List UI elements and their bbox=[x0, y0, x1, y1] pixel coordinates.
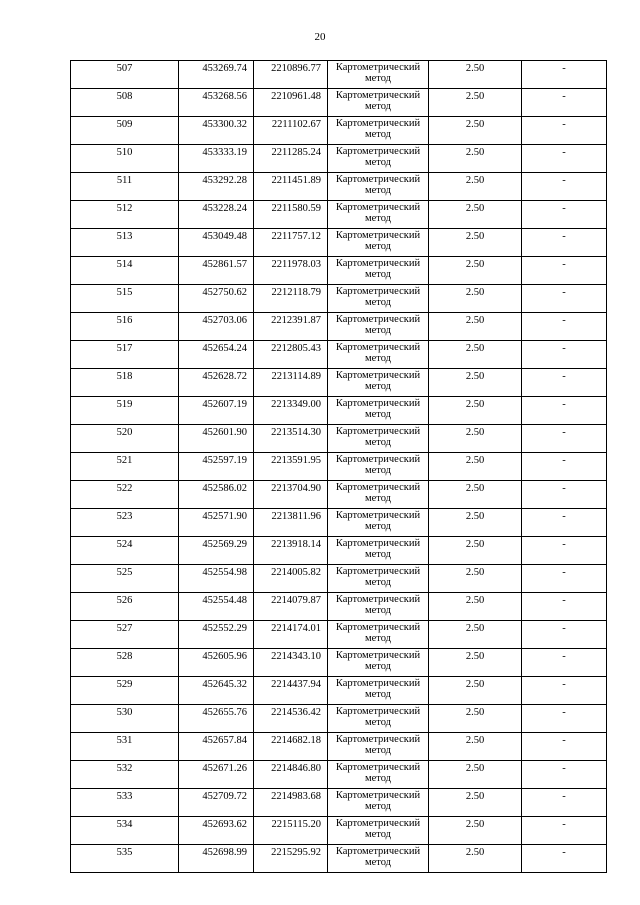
x-coordinate-cell: 453300.32 bbox=[179, 117, 254, 145]
method-line-2: метод bbox=[364, 829, 392, 840]
table-row bbox=[71, 341, 607, 369]
accuracy-cell: 2.50 bbox=[429, 621, 522, 649]
point-number-cell: 525 bbox=[71, 565, 179, 593]
method-cell bbox=[328, 369, 429, 397]
method-line-2: метод bbox=[364, 185, 392, 196]
x-coordinate-cell: 452655.76 bbox=[179, 705, 254, 733]
x-coordinate-cell: 452605.96 bbox=[179, 649, 254, 677]
method-cell bbox=[328, 845, 429, 873]
x-coordinate-cell: 453049.48 bbox=[179, 229, 254, 257]
point-number-cell: 535 bbox=[71, 845, 179, 873]
method-line-2: метод bbox=[364, 213, 392, 224]
method-cell bbox=[328, 649, 429, 677]
x-coordinate-cell: 452586.02 bbox=[179, 481, 254, 509]
method-cell bbox=[328, 705, 429, 733]
extra-cell: - bbox=[522, 397, 607, 425]
point-number-cell: 531 bbox=[71, 733, 179, 761]
coordinates-table-body bbox=[71, 61, 607, 873]
method-cell bbox=[328, 677, 429, 705]
method-line-1: Картометрический bbox=[335, 118, 421, 129]
accuracy-cell: 2.50 bbox=[429, 481, 522, 509]
method-line-1: Картометрический bbox=[335, 174, 421, 185]
point-number-cell: 533 bbox=[71, 789, 179, 817]
table-row bbox=[71, 89, 607, 117]
x-coordinate-cell: 452693.62 bbox=[179, 817, 254, 845]
x-coordinate-cell: 452597.19 bbox=[179, 453, 254, 481]
method-line-2: метод bbox=[364, 101, 392, 112]
table-row bbox=[71, 61, 607, 89]
method-line-1: Картометрический bbox=[335, 202, 421, 213]
method-cell bbox=[328, 61, 429, 89]
extra-cell: - bbox=[522, 705, 607, 733]
x-coordinate-cell: 453268.56 bbox=[179, 89, 254, 117]
point-number-cell: 523 bbox=[71, 509, 179, 537]
table-row bbox=[71, 285, 607, 313]
method-line-1: Картометрический bbox=[335, 342, 421, 353]
method-line-1: Картометрический bbox=[335, 146, 421, 157]
point-number-cell: 524 bbox=[71, 537, 179, 565]
x-coordinate-cell: 452698.99 bbox=[179, 845, 254, 873]
method-line-2: метод bbox=[364, 437, 392, 448]
method-line-2: метод bbox=[364, 577, 392, 588]
method-cell bbox=[328, 789, 429, 817]
accuracy-cell: 2.50 bbox=[429, 761, 522, 789]
method-line-2: метод bbox=[364, 157, 392, 168]
extra-cell: - bbox=[522, 789, 607, 817]
extra-cell: - bbox=[522, 61, 607, 89]
accuracy-cell: 2.50 bbox=[429, 285, 522, 313]
table-row bbox=[71, 565, 607, 593]
method-line-2: метод bbox=[364, 297, 392, 308]
method-cell bbox=[328, 341, 429, 369]
method-cell bbox=[328, 229, 429, 257]
extra-cell: - bbox=[522, 845, 607, 873]
point-number-cell: 512 bbox=[71, 201, 179, 229]
table-row bbox=[71, 649, 607, 677]
x-coordinate-cell: 452554.48 bbox=[179, 593, 254, 621]
method-line-2: метод bbox=[364, 633, 392, 644]
accuracy-cell: 2.50 bbox=[429, 593, 522, 621]
table-row bbox=[71, 397, 607, 425]
extra-cell: - bbox=[522, 593, 607, 621]
method-cell bbox=[328, 509, 429, 537]
table-row bbox=[71, 621, 607, 649]
x-coordinate-cell: 452607.19 bbox=[179, 397, 254, 425]
extra-cell: - bbox=[522, 509, 607, 537]
y-coordinate-cell: 2211451.89 bbox=[254, 173, 328, 201]
point-number-cell: 522 bbox=[71, 481, 179, 509]
extra-cell: - bbox=[522, 89, 607, 117]
method-line-1: Картометрический bbox=[335, 454, 421, 465]
accuracy-cell: 2.50 bbox=[429, 369, 522, 397]
accuracy-cell: 2.50 bbox=[429, 145, 522, 173]
point-number-cell: 509 bbox=[71, 117, 179, 145]
point-number-cell: 521 bbox=[71, 453, 179, 481]
point-number-cell: 508 bbox=[71, 89, 179, 117]
y-coordinate-cell: 2214437.94 bbox=[254, 677, 328, 705]
method-line-1: Картометрический bbox=[335, 650, 421, 661]
method-cell bbox=[328, 313, 429, 341]
accuracy-cell: 2.50 bbox=[429, 61, 522, 89]
y-coordinate-cell: 2213704.90 bbox=[254, 481, 328, 509]
x-coordinate-cell: 452750.62 bbox=[179, 285, 254, 313]
method-cell bbox=[328, 397, 429, 425]
point-number-cell: 511 bbox=[71, 173, 179, 201]
accuracy-cell: 2.50 bbox=[429, 313, 522, 341]
method-line-2: метод bbox=[364, 409, 392, 420]
point-number-cell: 519 bbox=[71, 397, 179, 425]
accuracy-cell: 2.50 bbox=[429, 705, 522, 733]
method-line-1: Картометрический bbox=[335, 706, 421, 717]
x-coordinate-cell: 452654.24 bbox=[179, 341, 254, 369]
extra-cell: - bbox=[522, 537, 607, 565]
y-coordinate-cell: 2214174.01 bbox=[254, 621, 328, 649]
accuracy-cell: 2.50 bbox=[429, 425, 522, 453]
method-line-2: метод bbox=[364, 605, 392, 616]
table-row bbox=[71, 705, 607, 733]
x-coordinate-cell: 453269.74 bbox=[179, 61, 254, 89]
table-row bbox=[71, 677, 607, 705]
method-cell bbox=[328, 761, 429, 789]
method-line-2: метод bbox=[364, 773, 392, 784]
method-line-2: метод bbox=[364, 661, 392, 672]
table-row bbox=[71, 481, 607, 509]
method-line-1: Картометрический bbox=[335, 62, 421, 73]
method-cell bbox=[328, 621, 429, 649]
method-cell bbox=[328, 89, 429, 117]
accuracy-cell: 2.50 bbox=[429, 173, 522, 201]
y-coordinate-cell: 2211580.59 bbox=[254, 201, 328, 229]
x-coordinate-cell: 452657.84 bbox=[179, 733, 254, 761]
table-row bbox=[71, 145, 607, 173]
point-number-cell: 513 bbox=[71, 229, 179, 257]
extra-cell: - bbox=[522, 285, 607, 313]
method-cell bbox=[328, 733, 429, 761]
y-coordinate-cell: 2214682.18 bbox=[254, 733, 328, 761]
x-coordinate-cell: 453292.28 bbox=[179, 173, 254, 201]
y-coordinate-cell: 2214079.87 bbox=[254, 593, 328, 621]
table-row bbox=[71, 509, 607, 537]
x-coordinate-cell: 453228.24 bbox=[179, 201, 254, 229]
extra-cell: - bbox=[522, 313, 607, 341]
method-line-1: Картометрический bbox=[335, 566, 421, 577]
method-line-1: Картометрический bbox=[335, 678, 421, 689]
accuracy-cell: 2.50 bbox=[429, 117, 522, 145]
extra-cell: - bbox=[522, 761, 607, 789]
method-line-1: Картометрический bbox=[335, 482, 421, 493]
y-coordinate-cell: 2214536.42 bbox=[254, 705, 328, 733]
table-row bbox=[71, 117, 607, 145]
method-line-2: метод bbox=[364, 717, 392, 728]
method-cell bbox=[328, 117, 429, 145]
accuracy-cell: 2.50 bbox=[429, 649, 522, 677]
method-line-2: метод bbox=[364, 521, 392, 532]
method-line-2: метод bbox=[364, 801, 392, 812]
method-line-1: Картометрический bbox=[335, 846, 421, 857]
accuracy-cell: 2.50 bbox=[429, 733, 522, 761]
method-cell bbox=[328, 425, 429, 453]
y-coordinate-cell: 2211285.24 bbox=[254, 145, 328, 173]
y-coordinate-cell: 2213514.30 bbox=[254, 425, 328, 453]
extra-cell: - bbox=[522, 565, 607, 593]
point-number-cell: 526 bbox=[71, 593, 179, 621]
point-number-cell: 507 bbox=[71, 61, 179, 89]
extra-cell: - bbox=[522, 649, 607, 677]
y-coordinate-cell: 2214846.80 bbox=[254, 761, 328, 789]
point-number-cell: 515 bbox=[71, 285, 179, 313]
y-coordinate-cell: 2213591.95 bbox=[254, 453, 328, 481]
x-coordinate-cell: 452569.29 bbox=[179, 537, 254, 565]
extra-cell: - bbox=[522, 453, 607, 481]
method-line-2: метод bbox=[364, 689, 392, 700]
x-coordinate-cell: 452861.57 bbox=[179, 257, 254, 285]
method-line-1: Картометрический bbox=[335, 90, 421, 101]
accuracy-cell: 2.50 bbox=[429, 537, 522, 565]
method-line-2: метод bbox=[364, 857, 392, 868]
point-number-cell: 530 bbox=[71, 705, 179, 733]
y-coordinate-cell: 2210896.77 bbox=[254, 61, 328, 89]
point-number-cell: 516 bbox=[71, 313, 179, 341]
accuracy-cell: 2.50 bbox=[429, 257, 522, 285]
method-cell bbox=[328, 537, 429, 565]
point-number-cell: 518 bbox=[71, 369, 179, 397]
method-line-1: Картометрический bbox=[335, 426, 421, 437]
method-line-1: Картометрический bbox=[335, 510, 421, 521]
accuracy-cell: 2.50 bbox=[429, 789, 522, 817]
method-cell bbox=[328, 285, 429, 313]
table-row bbox=[71, 425, 607, 453]
extra-cell: - bbox=[522, 425, 607, 453]
method-line-2: метод bbox=[364, 353, 392, 364]
method-cell bbox=[328, 817, 429, 845]
method-line-1: Картометрический bbox=[335, 398, 421, 409]
accuracy-cell: 2.50 bbox=[429, 89, 522, 117]
point-number-cell: 528 bbox=[71, 649, 179, 677]
method-line-2: метод bbox=[364, 269, 392, 280]
accuracy-cell: 2.50 bbox=[429, 817, 522, 845]
extra-cell: - bbox=[522, 257, 607, 285]
extra-cell: - bbox=[522, 481, 607, 509]
method-line-1: Картометрический bbox=[335, 818, 421, 829]
y-coordinate-cell: 2210961.48 bbox=[254, 89, 328, 117]
method-cell bbox=[328, 257, 429, 285]
accuracy-cell: 2.50 bbox=[429, 677, 522, 705]
y-coordinate-cell: 2215295.92 bbox=[254, 845, 328, 873]
accuracy-cell: 2.50 bbox=[429, 341, 522, 369]
method-line-1: Картометрический bbox=[335, 258, 421, 269]
y-coordinate-cell: 2212805.43 bbox=[254, 341, 328, 369]
method-line-1: Картометрический bbox=[335, 594, 421, 605]
y-coordinate-cell: 2211978.03 bbox=[254, 257, 328, 285]
accuracy-cell: 2.50 bbox=[429, 453, 522, 481]
x-coordinate-cell: 452571.90 bbox=[179, 509, 254, 537]
method-line-1: Картометрический bbox=[335, 622, 421, 633]
table-row bbox=[71, 201, 607, 229]
accuracy-cell: 2.50 bbox=[429, 845, 522, 873]
extra-cell: - bbox=[522, 817, 607, 845]
extra-cell: - bbox=[522, 733, 607, 761]
point-number-cell: 514 bbox=[71, 257, 179, 285]
y-coordinate-cell: 2214983.68 bbox=[254, 789, 328, 817]
point-number-cell: 520 bbox=[71, 425, 179, 453]
accuracy-cell: 2.50 bbox=[429, 397, 522, 425]
page-number: 20 bbox=[314, 31, 326, 43]
table-row bbox=[71, 817, 607, 845]
x-coordinate-cell: 452671.26 bbox=[179, 761, 254, 789]
point-number-cell: 527 bbox=[71, 621, 179, 649]
method-line-2: метод bbox=[364, 129, 392, 140]
y-coordinate-cell: 2213811.96 bbox=[254, 509, 328, 537]
y-coordinate-cell: 2215115.20 bbox=[254, 817, 328, 845]
extra-cell: - bbox=[522, 677, 607, 705]
y-coordinate-cell: 2212391.87 bbox=[254, 313, 328, 341]
method-line-2: метод bbox=[364, 493, 392, 504]
extra-cell: - bbox=[522, 173, 607, 201]
accuracy-cell: 2.50 bbox=[429, 229, 522, 257]
accuracy-cell: 2.50 bbox=[429, 565, 522, 593]
method-cell bbox=[328, 593, 429, 621]
x-coordinate-cell: 453333.19 bbox=[179, 145, 254, 173]
method-line-1: Картометрический bbox=[335, 286, 421, 297]
method-line-2: метод bbox=[364, 241, 392, 252]
point-number-cell: 534 bbox=[71, 817, 179, 845]
method-line-2: метод bbox=[364, 745, 392, 756]
point-number-cell: 510 bbox=[71, 145, 179, 173]
y-coordinate-cell: 2213114.89 bbox=[254, 369, 328, 397]
y-coordinate-cell: 2213349.00 bbox=[254, 397, 328, 425]
method-cell bbox=[328, 453, 429, 481]
method-line-1: Картометрический bbox=[335, 230, 421, 241]
table-row bbox=[71, 229, 607, 257]
extra-cell: - bbox=[522, 621, 607, 649]
x-coordinate-cell: 452628.72 bbox=[179, 369, 254, 397]
extra-cell: - bbox=[522, 117, 607, 145]
method-line-1: Картометрический bbox=[335, 734, 421, 745]
method-line-1: Картометрический bbox=[335, 314, 421, 325]
table-row bbox=[71, 257, 607, 285]
table-row bbox=[71, 369, 607, 397]
x-coordinate-cell: 452703.06 bbox=[179, 313, 254, 341]
extra-cell: - bbox=[522, 201, 607, 229]
x-coordinate-cell: 452554.98 bbox=[179, 565, 254, 593]
table-row bbox=[71, 537, 607, 565]
method-line-1: Картометрический bbox=[335, 762, 421, 773]
point-number-cell: 529 bbox=[71, 677, 179, 705]
accuracy-cell: 2.50 bbox=[429, 509, 522, 537]
table-row bbox=[71, 173, 607, 201]
method-cell bbox=[328, 173, 429, 201]
extra-cell: - bbox=[522, 341, 607, 369]
x-coordinate-cell: 452645.32 bbox=[179, 677, 254, 705]
method-line-1: Картометрический bbox=[335, 538, 421, 549]
point-number-cell: 532 bbox=[71, 761, 179, 789]
y-coordinate-cell: 2214343.10 bbox=[254, 649, 328, 677]
y-coordinate-cell: 2211102.67 bbox=[254, 117, 328, 145]
method-line-2: метод bbox=[364, 73, 392, 84]
extra-cell: - bbox=[522, 145, 607, 173]
x-coordinate-cell: 452601.90 bbox=[179, 425, 254, 453]
table-row bbox=[71, 453, 607, 481]
accuracy-cell: 2.50 bbox=[429, 201, 522, 229]
point-number-cell: 517 bbox=[71, 341, 179, 369]
table-row bbox=[71, 733, 607, 761]
method-line-1: Картометрический bbox=[335, 790, 421, 801]
method-line-2: метод bbox=[364, 325, 392, 336]
table-row bbox=[71, 845, 607, 873]
x-coordinate-cell: 452709.72 bbox=[179, 789, 254, 817]
y-coordinate-cell: 2213918.14 bbox=[254, 537, 328, 565]
table-row bbox=[71, 761, 607, 789]
extra-cell: - bbox=[522, 229, 607, 257]
table-row bbox=[71, 313, 607, 341]
y-coordinate-cell: 2214005.82 bbox=[254, 565, 328, 593]
method-line-2: метод bbox=[364, 549, 392, 560]
method-cell bbox=[328, 481, 429, 509]
method-cell bbox=[328, 565, 429, 593]
table-row bbox=[71, 593, 607, 621]
method-cell bbox=[328, 145, 429, 173]
coordinates-table bbox=[70, 60, 607, 873]
x-coordinate-cell: 452552.29 bbox=[179, 621, 254, 649]
y-coordinate-cell: 2211757.12 bbox=[254, 229, 328, 257]
extra-cell: - bbox=[522, 369, 607, 397]
method-cell bbox=[328, 201, 429, 229]
table-row bbox=[71, 789, 607, 817]
method-line-2: метод bbox=[364, 465, 392, 476]
y-coordinate-cell: 2212118.79 bbox=[254, 285, 328, 313]
method-line-1: Картометрический bbox=[335, 370, 421, 381]
method-line-2: метод bbox=[364, 381, 392, 392]
